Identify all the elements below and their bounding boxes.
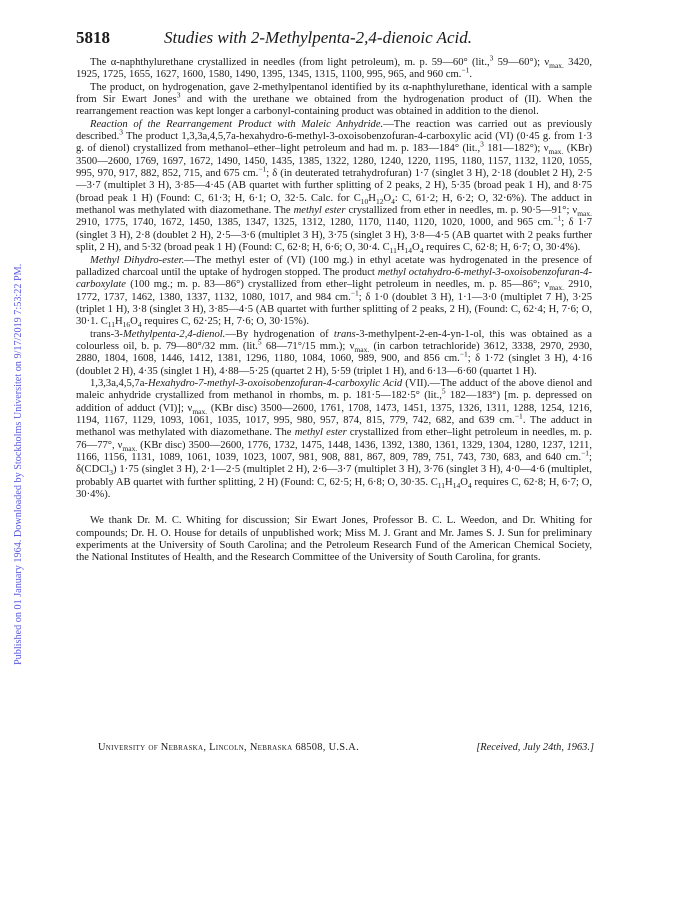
- paragraph-maleic-anhydride: Reaction of the Rearrangement Product with Maleic Anhydride.—The reaction was carried out as previously described.$^3$ The product 1,3,3a,4,5,7a-hexahydro-6-methyl-3-oxoisobenzofuran-4-carboxylic acid (VI) (0·45 g. from 1·3 g. of dienol) crystallized from methanol–ether–light petroleum and had m. p. 183—184° (lit.,$^3$ 181—182°); $\nu_{max.}$ (KBr) 3500—2600, 1769, 1697, 1672, 1490, 1450, 1435, 1385, 1322, 1280, 1240, 1220, 1195, 1180, 1157, 1132, 1120, 1055, 995, 970, 917, 882, 852, 715, and 675 cm.$^{-1}$; δ (in deuterated tetrahydrofuran) 1·7 (singlet 3 H), 2·18 (doublet 2 H), 2·5—3·7 (multiplet 3 H), 3·85—4·45 (AB quartet with further splitting of 2 peaks, 2 H), 5·35 (broad peak 1 H), and 8·75 (broad peak 1 H) (Found: C, 61·3; H, 6·1; O, 32·5. Calc. for $C_{10}H_{12}O_4$: C, 61·2; H, 6·2; O, 32·6%). The adduct in methanol was methylated with diazomethane. The methyl ester crystallized from ether in needles, m. p. 90·5—91°; $\nu_{max.}$ 2910, 1775, 1740, 1672, 1450, 1385, 1347, 1325, 1312, 1280, 1170, 1140, 1120, 1020, 1000, and 965 cm.$^{-1}$; δ 1·7 (singlet 3 H), 2·8 (doublet 2 H), 2·5—3·6 (multiplet 3 H), 3·75 (singlet 3 H), 3·8—4·5 (AB quartet with 2 peaks further split, 2 H), and 5·32 (broad peak 1 H) (Found: C, 62·8; H, 6·6; O, 30·4. $C_{11}H_{14}O_4$ requires C, 62·8; H, 6·7; O, 30·4%).: [76, 118, 593, 256]
- paragraph-naphthylurethane: The α-naphthylurethane crystallized in needles (from light petroleum), m. p. 59—60° (lit.,$^3$ 59—60°); $\nu_{max.}$ 3420, 1925, 1725, 1655, 1627, 1600, 1580, 1490, 1395, 1345, 1315, 1100, 995, 965, and 960 cm.$^{-1}$.: [76, 53, 593, 81]
- download-notice-sidebar: [6, 40, 24, 920]
- running-title: Studies with 2-Methylpenta-2,4-dienoic Acid.: [164, 28, 472, 47]
- paragraph-adduct-vii: 1,3,3a,4,5,7a-Hexahydro-7-methyl-3-oxoisobenzofuran-4-carboxylic Acid (VII).—The adduct of the above dienol and maleic anhydride crystallized from methanol in rhombs, m. p. 181·5—182·5° (lit.,$^5$ 182—183°) [m. p. depressed on addition of adduct (VI)]; $\nu_{max.}$ (KBr disc) 3500—2600, 1761, 1708, 1473, 1451, 1375, 1326, 1311, 1288, 1254, 1216, 1194, 1167, 1129, 1093, 1061, 1035, 1017, 995, 980, 957, 874, 815, 779, 742, 682, and 639 cm.$^{-1}$. The adduct in methanol was methylated with diazomethane. The methyl ester crystallized from ether–light petroleum in needles, m. p. 76—77°, $\nu_{max.}$ (KBr disc) 3500—2600, 1776, 1732, 1475, 1448, 1436, 1392, 1380, 1361, 1329, 1304, 1280, 1237, 1211, 1166, 1156, 1131, 1089, 1061, 1039, 1023, 1007, 981, 908, 881, 867, 809, 789, 751, 743, 730, 683, and 640 cm.$^{-1}$; δ(CDCl$_3$) 1·75 (singlet 3 H), 2·1—2·5 (multiplet 2 H), 2·6—3·7 (multiplet 3 H), 3·76 (singlet 3 H), 4·0—4·6 (multiplet, probably AB quartet with further splitting, 2 H) (Found: C, 62·5; H, 6·8; O, 30·35. $C_{11}H_{14}O_4$ requires C, 62·8; H, 6·7; O, 30·4%).: [76, 377, 593, 501]
- received-date: [Received, July 24th, 1963.]: [476, 742, 594, 753]
- paragraph-acknowledgements: We thank Dr. M. C. Whiting for discussion; Sir Ewart Jones, Professor B. C. L. Weedon, and Dr. Whiting for compounds; Dr. H. O. House for details of unpublished work; Miss M. J. Grant and Mr. James S. J. Sun for preliminary experiments at the University of South Carolina; and the Petroleum Research Fund of the American Chemical Society, the National Institutes of Health, and the Research Committee of the University of South Carolina, for grants.: [76, 515, 592, 564]
- section-heading: Methyl Dihydro-ester.: [90, 254, 185, 266]
- page-header: [76, 28, 596, 48]
- section-heading: Reaction of the Rearrangement Product with Maleic Anhydride.: [90, 118, 384, 130]
- download-notice-text: Published on 01 January 1964. Downloaded by Stockholms Universitet on 9/17/2019 7:53:22 PM.: [13, 263, 24, 665]
- author-affiliation: University of Nebraska, Lincoln, Nebraska 68508, U.S.A.: [98, 742, 359, 753]
- paragraph-hydrogenation: The product, on hydrogenation, gave 2-methylpentanol identified by its α-naphthylurethane, identical with a sample from Sir Ewart Jones$^3$ and with the urethane we obtained from the hydrogenation product of (II). When the rearrangement reaction was kept longer a carbonyl-containing product was obtained in addition to the dienol.: [76, 81, 592, 118]
- article-body: [76, 53, 593, 565]
- section-heading: Methylpenta-2,4-dienol.: [122, 328, 226, 340]
- paragraph-dihydro-ester: Methyl Dihydro-ester.—The methyl ester of (VI) (100 mg.) in ethyl acetate was hydrogenated in the presence of palladized charcoal until the uptake of hydrogen stopped. The product methyl octahydro-6-methyl-3-oxoisobenzofuran-4-carboxylate (100 mg.; m. p. 83—86°) crystallized from ether–light petroleum in needles, m. p. 85—86°; $\nu_{max.}$ 2910, 1772, 1737, 1462, 1380, 1337, 1132, 1080, 1017, and 984 cm.$^{-1}$; δ 1·0 (doublet 3 H), 1·1—3·0 (multiplet 7 H), 3·25 (triplet 1 H), 3·8 (singlet 3 H), 3·85—4·5 (AB quartet with further splitting of 2 peaks, 2 H), (Found: C, 62·4; H, 7·6; O, 30·1. $C_{11}H_{16}O_4$ requires C, 62·25; H, 7·6; O, 30·15%).: [76, 254, 593, 330]
- page-number: 5818: [76, 28, 110, 47]
- paragraph-dienol: trans-3-Methylpenta-2,4-dienol.—By hydrogenation of trans-3-methylpent-2-en-4-yn-1-ol, this was obtained as a colourless oil, b. p. 79—80°/32 mm. (lit.$^5$ 68—71°/15 mm.); $\nu_{max.}$ (in carbon tetrachloride) 3612, 3338, 2970, 2930, 2880, 1804, 1608, 1446, 1412, 1381, 1296, 1180, 1084, 1060, 989, 900, and 856 cm.$^{-1}$; δ 1·72 (singlet 3 H), 4·16 (doublet 2 H), 4·35 (singlet 1 H), 4·88—5·25 (quartet 2 H), 5·59 (triplet 1 H), and 6·13—6·60 (quartet 1 H).: [76, 328, 593, 377]
- section-heading: Hexahydro-7-methyl-3-oxoisobenzofuran-4-carboxylic Acid: [147, 377, 403, 389]
